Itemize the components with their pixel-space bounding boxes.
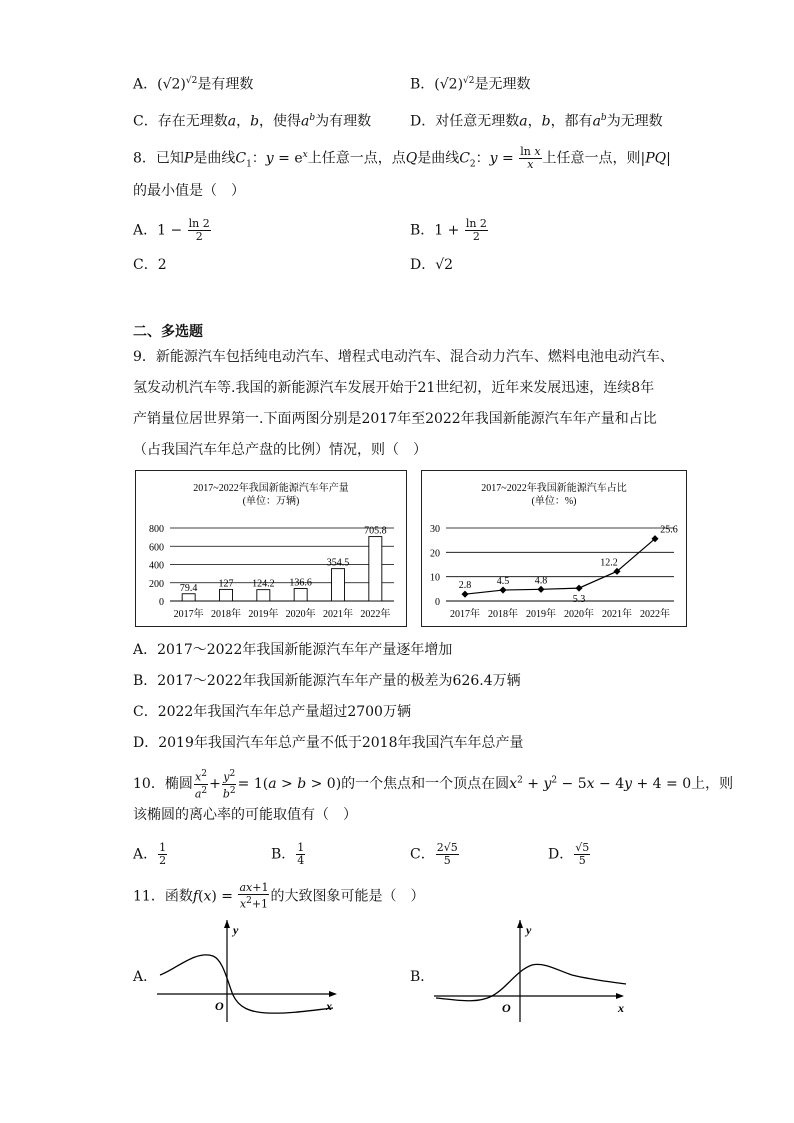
line-point bbox=[499, 587, 506, 594]
bar-data-label: 354.5 bbox=[326, 557, 350, 569]
graph-a-curve bbox=[160, 955, 333, 1013]
graph-b-x-arrow bbox=[616, 993, 624, 999]
line-y-tick-label: 20 bbox=[430, 548, 440, 560]
bar-data-label: 79.4 bbox=[179, 582, 198, 594]
share-line-chart bbox=[421, 470, 687, 627]
q9-stem-4: （占我国汽车年总产盘的比例）情况，则（ ） bbox=[133, 442, 427, 458]
line-x-tick-label: 2022年 bbox=[640, 609, 670, 620]
line-point bbox=[461, 591, 468, 598]
q10-option-b[interactable]: B． $\frac{1}{4}$ bbox=[271, 841, 305, 867]
line-data-label: 2.8 bbox=[458, 580, 472, 592]
bar-chart-title: 2017~2022年我国新能源汽车年产量 bbox=[193, 483, 349, 494]
bar-x-tick-label: 2020年 bbox=[285, 609, 316, 620]
graph-a-x-arrow bbox=[329, 991, 337, 997]
line-chart-svg bbox=[422, 471, 686, 626]
bar bbox=[182, 594, 195, 601]
q9-stem-3: 产销量位居世界第一.下面两图分别是2017年至2022年我国新能源汽车年产量和占比 bbox=[133, 411, 657, 427]
q11-graph-a[interactable] bbox=[155, 920, 345, 1025]
graph-b-origin: O bbox=[502, 1001, 511, 1015]
q9-option-c[interactable]: C．2022年我国汽车年总产量超过2700万辆 bbox=[133, 704, 411, 720]
line-y-tick-label: 10 bbox=[430, 572, 440, 584]
bar-data-label: 124.2 bbox=[252, 578, 275, 590]
line-series bbox=[465, 539, 655, 594]
bar-chart-subtitle: (单位：万辆) bbox=[242, 496, 300, 507]
q8-stem: 8．已知P是曲线$C_1$：$y = e^x$上任意一点，点Q是曲线$C_2$：y = $\frac{\text{ln x}}{x}$ 上任意一点，则|PQ| bbox=[133, 145, 671, 172]
line-data-label: 4.5 bbox=[496, 576, 510, 588]
line-point bbox=[537, 586, 544, 593]
graph-b-y-label: y bbox=[526, 923, 532, 937]
q10-option-a[interactable]: A． $\frac{1}{2}$ bbox=[133, 841, 167, 867]
line-y-tick-label: 0 bbox=[435, 597, 440, 608]
graph-a-y-arrow bbox=[224, 920, 230, 928]
bar bbox=[220, 589, 233, 601]
q7-option-d[interactable]: D．对任意无理数a，b，都有$a^b$为无理数 bbox=[410, 113, 663, 130]
bar bbox=[369, 537, 382, 601]
q8-option-a[interactable]: A．1 − $\frac{\ln 2}{2}$ bbox=[133, 217, 210, 243]
q11-graph-b[interactable] bbox=[432, 920, 632, 1025]
q11-stem: 11．函数f(x) = $\frac{ax+1}{x^2+1}$ 的大致图象可能是（ ） bbox=[133, 881, 425, 911]
line-x-tick-label: 2021年 bbox=[602, 609, 632, 620]
line-data-label: 4.8 bbox=[534, 575, 548, 587]
bar bbox=[332, 569, 345, 601]
bar-x-tick-label: 2021年 bbox=[323, 609, 353, 620]
q8-option-d[interactable]: D．√2 bbox=[410, 257, 454, 273]
line-x-tick-label: 2017年 bbox=[450, 609, 480, 620]
line-x-tick-label: 2018年 bbox=[488, 609, 518, 620]
bar-x-tick-label: 2017年 bbox=[173, 609, 204, 620]
q9-stem-2: 氢发动机汽车等.我国的新能源汽车发展开始于21世纪初，近年来发展迅速，连续8年 bbox=[133, 380, 655, 396]
q10-stem-2: 该椭圆的离心率的可能取值有（ ） bbox=[133, 807, 357, 823]
bar-data-label: 136.6 bbox=[289, 577, 312, 589]
production-bar-chart bbox=[135, 470, 407, 627]
graph-b-curve bbox=[436, 964, 626, 1000]
graph-a-origin: O bbox=[215, 999, 224, 1013]
bar-y-tick-label: 600 bbox=[149, 542, 164, 554]
graph-b-x-label: x bbox=[618, 1001, 624, 1015]
graph-a-x-label: x bbox=[326, 999, 332, 1013]
q10-option-d[interactable]: D． $\frac{√5}{5}$ bbox=[548, 841, 590, 867]
bar-data-label: 127 bbox=[218, 578, 234, 590]
line-chart-subtitle: (单位：%) bbox=[531, 496, 577, 507]
q8-option-c[interactable]: C．2 bbox=[133, 257, 167, 273]
line-point bbox=[575, 585, 582, 592]
line-y-tick-label: 30 bbox=[430, 524, 440, 535]
line-data-label: 25.6 bbox=[660, 524, 678, 536]
q9-option-a[interactable]: A．2017～2022年我国新能源汽车年产量逐年增加 bbox=[133, 642, 453, 658]
bar bbox=[257, 590, 270, 601]
section-multi-choice: 二、多选题 bbox=[133, 324, 203, 340]
bar-x-tick-label: 2019年 bbox=[248, 609, 279, 620]
line-data-label: 5.3 bbox=[572, 594, 586, 606]
q8-stem-2: 的最小值是（ ） bbox=[133, 183, 245, 199]
bar-x-tick-label: 2022年 bbox=[360, 609, 391, 620]
graph-b-y-arrow bbox=[517, 920, 523, 928]
bar-x-tick-label: 2018年 bbox=[211, 609, 241, 620]
line-data-label: 12.2 bbox=[600, 557, 618, 569]
bar-y-tick-label: 200 bbox=[149, 578, 164, 590]
q7-option-c[interactable]: C．存在无理数a，b，使得$a^b$为有理数 bbox=[133, 113, 372, 130]
bar-y-tick-label: 800 bbox=[149, 524, 164, 535]
q11-option-b-label[interactable]: B． bbox=[410, 969, 435, 985]
bar-data-label: 705.8 bbox=[364, 525, 387, 537]
q9-option-d[interactable]: D．2019年我国汽车年总产量不低于2018年我国汽车年总产量 bbox=[133, 735, 524, 751]
line-chart-title: 2017~2022年我国新能源汽车占比 bbox=[481, 483, 627, 494]
q9-stem-1: 9．新能源汽车包括纯电动汽车、增程式电动汽车、混合动力汽车、燃料电池电动汽车、 bbox=[133, 349, 674, 365]
line-x-tick-label: 2020年 bbox=[564, 609, 594, 620]
bar bbox=[294, 589, 307, 601]
q10-option-c[interactable]: C． $\frac{2√5}{5}$ bbox=[410, 841, 458, 867]
q9-option-b[interactable]: B．2017～2022年我国新能源汽车年产量的极差为626.4万辆 bbox=[133, 673, 521, 689]
bar-chart-svg bbox=[136, 471, 406, 626]
bar-y-tick-label: 400 bbox=[149, 560, 164, 572]
graph-a-y-label: y bbox=[233, 923, 239, 937]
q7-option-a[interactable]: A．$(√2)^{√2}$是有理数 bbox=[133, 76, 254, 93]
bar-y-tick-label: 0 bbox=[159, 597, 164, 608]
q10-stem: 10．椭圆 $\frac{x^2}{a^2}$ + $\frac{y^2}{b^2}$ = 1(a > b > 0)的一个焦点和一个顶点在圆$x^2 + y^2 - 5x - 4y + 4 = 0$上，则 bbox=[133, 769, 734, 801]
q7-option-b[interactable]: B．$(√2)^{√2}$是无理数 bbox=[410, 76, 531, 93]
q11-option-a-label[interactable]: A． bbox=[133, 969, 158, 985]
line-x-tick-label: 2019年 bbox=[526, 609, 556, 620]
q8-option-b[interactable]: B．1 + $\frac{\ln 2}{2}$ bbox=[410, 217, 487, 243]
